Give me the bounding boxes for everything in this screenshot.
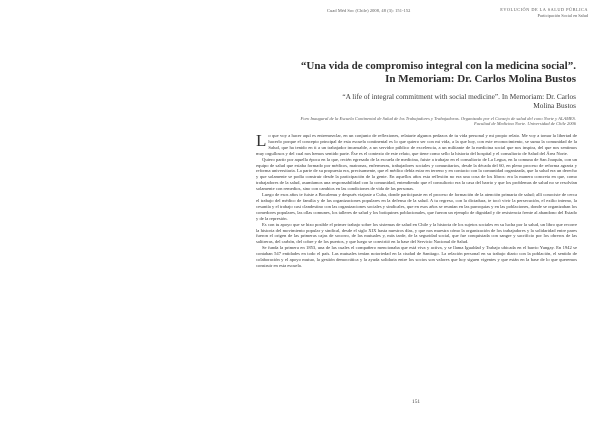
journal-subsection: Participación Social en Salud xyxy=(537,12,588,18)
journal-section: EVOLUCIÓN DE LA SALUD PÚBLICA xyxy=(500,7,588,12)
event-note: Foro Inaugural de la Escuela Continental de Salud de los Trabajadores y Trabajadoras. Organizado por el Consejo de salud del cono Norte y ALAMES. Facultad de Medicina Norte. Universidad de Chile 2006 xyxy=(300,116,576,127)
running-header xyxy=(500,7,588,18)
journal-citation: Cuad Méd Soc (Chile) 2008, 48 (3): 151-152 xyxy=(327,8,411,13)
article-title: “Una vida de compromiso integral con la medicina social”. In Memoriam: Dr. Carlos Molina Bustos xyxy=(300,60,576,85)
paragraph-3: Luego de esos años te fuiste a Bocalemu y después viajaste a Cuba, donde participaste en el proceso de formación de la atención primaria de salud; allí conociste de cerca el trabajo del médico de familia y de las organizaciones populares en la defensa de la salud. A tu regreso, con la dictadura, te tocó vivir la persecución, el exilio interno, la cesantía y el trabajo casi clandestino con las organizaciones sociales y sindicales, que en esos años se reunían en las parroquias y en las poblaciones, donde se organizaban los comedores populares, las ollas comunes, los talleres de salud y los botiquines poblacionales, que fueron un ejemplo de dignidad y de resistencia frente al abandono del Estado y de la represión. xyxy=(256,192,577,221)
paragraph-2: Quiero partir por aquella época en la que, recién egresado de la escuela de medicina, fuiste a trabajar en el consultorio de La Legua, en la comuna de San Joaquín, con un equipo de salud que estaba formado por médicos, matronas, enfermeras, trabajadores sociales y comunitarios, desde la década del 60, en pleno proceso de reforma agraria y reforma universitaria. La parte de su propuesta era, precisamente, que el médico debía estar en terreno y en contacto con la comunidad organizada, que la salud era un derecho y que solamente se podía construir desde la participación de la gente. En aquellos años esta reflexión no era una cosa de los libros: era la manera concreta en que, como trabajadores de la salud, asumíamos una responsabilidad con la comunidad, entendiendo que el consultorio era la casa del barrio y que los problemas de salud no se resolvían solamente con remedios, sino con cambios en las condiciones de vida de las personas. xyxy=(256,156,577,192)
paragraph-1-text: o que voy a hacer aquí es entremezclar, en un conjunto de reflexiones, relatarte algunos pedazos de tu vida personal y mi propio relato. Me voy a tomar la libertad de hacerlo porque el concepto principal de esta escuela continental es lo que quiero ser con mi vida, a la que hoy, con este reconocimiento, se suma la comunidad de la Salud, que ha tenido en ti a un trabajador incansable, a un servidor público de excelencia, a un militante de la medicina social que nos inspira, del que nos sentimos muy orgullosos y del cual nos hemos sentido parte. Ése es el contexto de este relato, que tiene como sello la historia del hospital y el consultorio de Salud del Área Norte. xyxy=(256,133,577,156)
paragraph-5: Se funda la primera en 1853, una de las cuales el compañero mencionaba que está viva y activa, y se llama Igualdad y Trabajo ubicada en el barrio Yungay. En 1942 se contaban 547 entidades en todo el país. Las mutuales tenían notoriedad en la ciudad de Santiago. La relación personal en su trabajo diario con la población, el sentido de colaboración y el apoyo mutuo, la gestión democrática y la ayuda solidaria entre los socios son valores que hoy siguen vigentes y que están en la base de lo que queremos construir en esta escuela. xyxy=(256,245,577,268)
paragraph-1 xyxy=(256,133,577,157)
page-number: 151 xyxy=(412,399,421,405)
article-subtitle: “A life of integral commitment with social medicine”. In Memoriam: Dr. Carlos Molina Bustos xyxy=(342,92,576,110)
paragraph-4: Es con tu apoyo que se hizo posible el primer trabajo sobre los sistemas de salud en Chile y la historia de los sujetos sociales en su lucha por la salud, un libro que recorre la historia del movimiento popular y sindical, desde el siglo XIX hasta nuestros días, y que nos muestra cómo la organización de los trabajadores y la solidaridad entre pares fueron el origen de las primeras cajas de socorro, de las mutuales y, más tarde, de la seguridad social, que fue conquistada con sangre y sacrificio por los obreros de las salitreras, del carbón, del cobre y de los puertos, y que luego se convirtió en la base del Servicio Nacional de Salud. xyxy=(256,221,577,245)
article-body xyxy=(256,133,577,269)
drop-cap: L xyxy=(256,131,267,150)
